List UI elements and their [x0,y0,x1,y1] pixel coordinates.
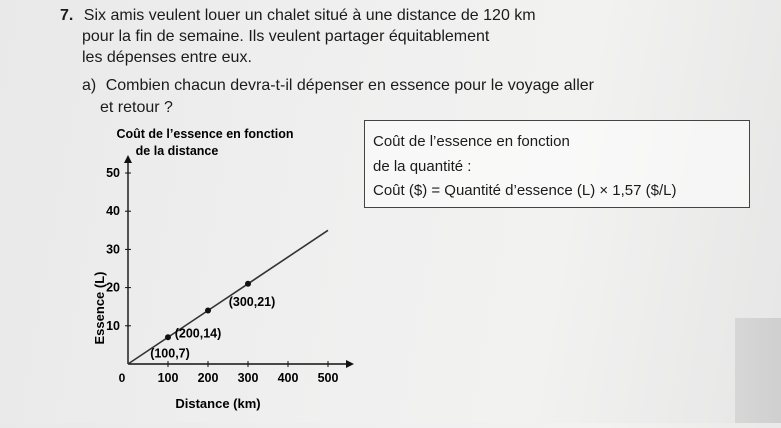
question-line-3: les dépenses entre eux. [82,49,252,66]
y-tick-label-30: 30 [106,242,120,257]
data-point-200 [205,308,211,314]
y-axis-label: Essence (L) [92,271,107,345]
x-tick-label-400: 400 [277,371,299,385]
data-point-300 [245,281,251,287]
part-a-line-1 [82,76,594,96]
part-a-line-2: et retour ? [100,99,173,116]
x-tick-label-300: 300 [237,371,259,385]
data-point-label-300: (300,21) [228,294,276,309]
info-line-2: de la quantité : [373,158,472,175]
x-axis-label: Distance (km) [175,396,261,411]
info-line-1: Coût de l’essence en fonction [373,133,570,150]
x-tick-label-500: 500 [317,371,339,385]
question-number: 7. [60,7,74,24]
y-axis-arrow [124,155,132,163]
chart-axes [124,155,354,368]
chart-title-line-1: Coût de l’essence en fonction [116,127,294,141]
part-a-label: a) [82,77,97,94]
chart-ticks [106,166,338,385]
y-tick-label-10: 10 [106,318,120,333]
x-axis-arrow [346,360,354,368]
data-point-label-100: (100,7) [150,346,190,361]
y-tick-label-40: 40 [106,204,120,219]
question-line-1 [60,6,536,26]
y-tick-label-50: 50 [106,166,120,180]
background-paper-edge [735,318,781,423]
x-tick-label-100: 100 [157,371,179,385]
info-box [364,120,750,208]
info-formula: Coût ($) = Quantité d’essence (L) × 1,57 ($/L) [373,182,677,199]
x-tick-label-200: 200 [197,371,219,385]
question-text-1: Six amis veulent louer un chalet situé à une distance de 120 km [83,7,536,24]
data-point-label-200: (200,14) [174,326,222,341]
y-tick-label-20: 20 [106,280,120,295]
distance-fuel-chart [60,118,360,423]
origin-label: 0 [118,371,126,385]
part-a-text-1: Combien chacun devra-t-il dépenser en essence pour le voyage aller [105,77,594,94]
chart-svg [60,118,360,423]
chart-title-line-2: de la distance [135,144,219,158]
question-line-2: pour la fin de semaine. Ils veulent partager équitablement [82,28,490,45]
data-point-100 [165,334,171,340]
chart-points [150,281,275,360]
